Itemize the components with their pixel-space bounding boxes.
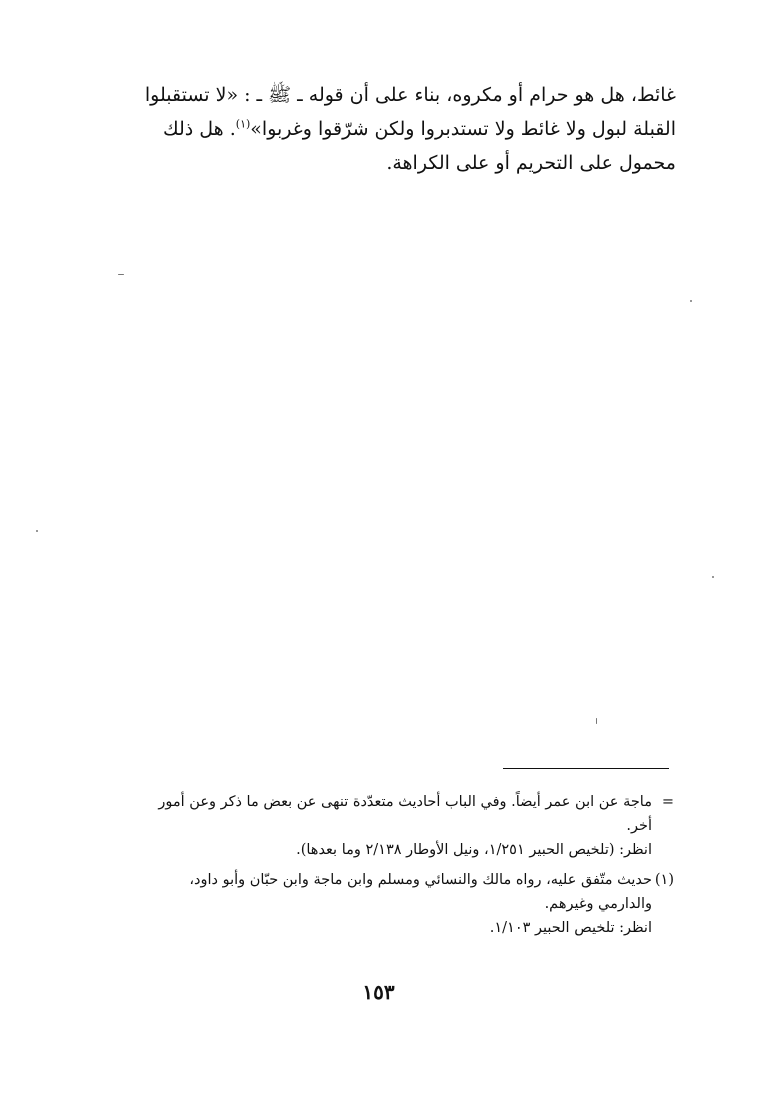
- footnote-1-text-1: حديث متّفق عليه، رواه مالك والنسائي ومسلم وابن ماجة وابن حبّان وأبو داود،: [189, 872, 652, 888]
- footnote-continuation-line-3: انظر: (تلخيص الحبير ١/٢٥١، ونيل الأوطار ٢/١٣٨ وما بعدها).: [296, 842, 652, 858]
- scan-speck: [596, 718, 597, 724]
- page-number: ١٥٣: [362, 980, 395, 1004]
- footnote-continuation-text-1: ماجة عن ابن عمر أيضاً. وفي الباب أحاديث متعدّدة تنهى عن بعض ما ذكر وعن أمور: [158, 794, 652, 810]
- footnote-reference-1: (١): [235, 117, 251, 131]
- main-line-2: [112, 112, 676, 146]
- main-line-3: محمول على التحريم أو على الكراهة.: [386, 152, 676, 174]
- scan-speck: [36, 530, 38, 532]
- footnotes-block: [112, 790, 674, 940]
- continuation-marker: =: [661, 794, 674, 810]
- scan-speck: [118, 274, 124, 275]
- footnote-1-line-2: والدارمي وغيرهم.: [544, 896, 652, 912]
- footnote-1-line-1: [112, 868, 674, 892]
- footnote-1: [112, 868, 674, 940]
- main-line-1: غائط، هل هو حرام أو مكروه، بناء على أن قوله ـ ﷺ ـ : «لا تستقبلوا: [144, 84, 676, 106]
- main-text-block: [112, 78, 676, 180]
- scan-speck: [712, 576, 714, 578]
- main-line-2-tail: . هل ذلك: [162, 118, 236, 140]
- scan-speck: [690, 300, 692, 302]
- main-line-2-text: القبلة لبول ولا غائط ولا تستدبروا ولكن شرّقوا وغربوا»: [250, 118, 676, 140]
- footnote-1-line-3: انظر: تلخيص الحبير ١/١٠٣.: [489, 920, 652, 936]
- footnote-continuation: [112, 790, 674, 862]
- footnote-1-marker: (١): [654, 872, 674, 888]
- footnote-separator: [503, 768, 669, 769]
- footnote-continuation-line-2: أخر.: [626, 818, 652, 834]
- footnote-continuation-line-1: [112, 790, 674, 814]
